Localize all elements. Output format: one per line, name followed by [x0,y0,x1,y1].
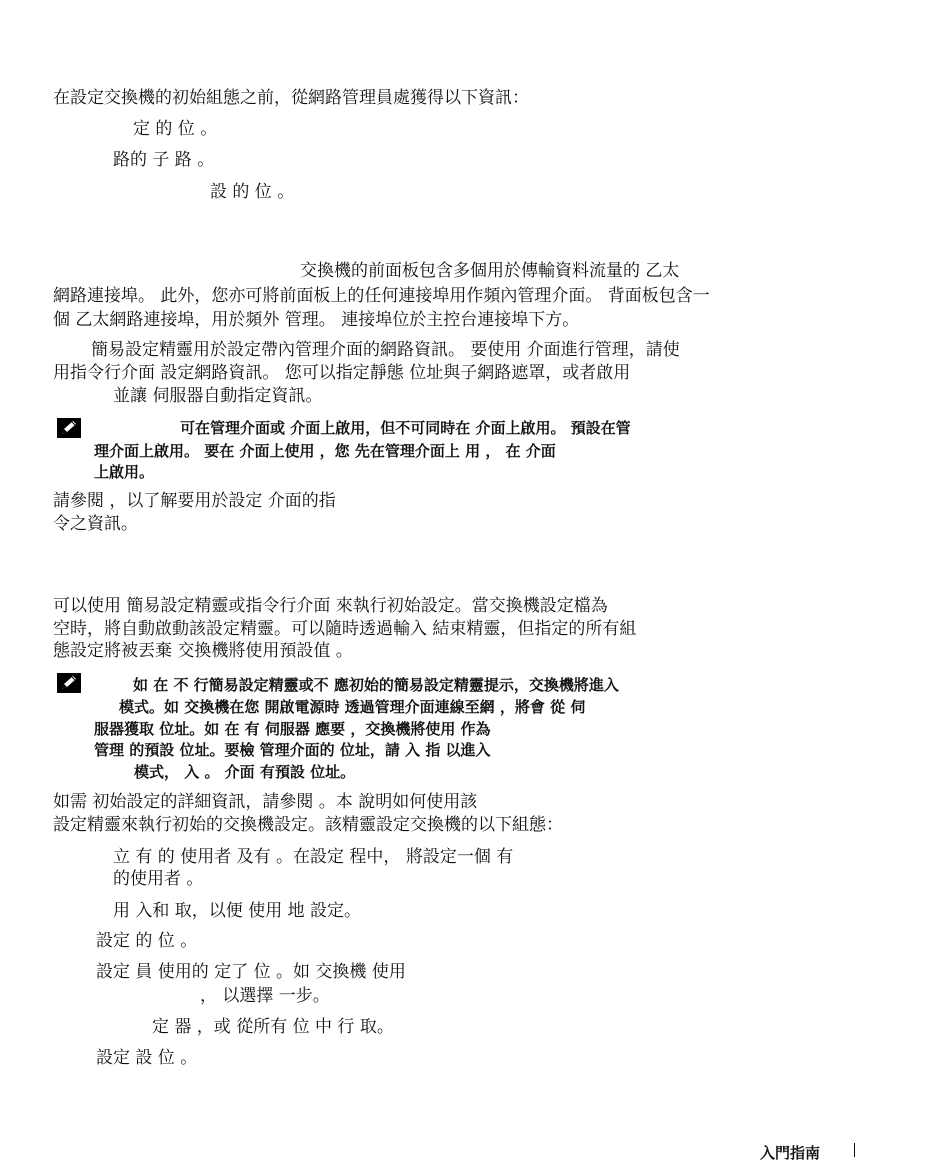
wizard-item: 立 有 的 使用者 及有 。在設定 程中， 將設定一個 有 [113,847,514,867]
wizard-para-line: 並讓 伺服器自動指定資訊。 [113,386,323,406]
wizard-item: 設定 員 使用的 定了 位 。如 交換機 使用 [96,962,406,982]
footer-divider [854,1143,855,1157]
wizard-item: 的使用者 。 [113,869,204,889]
note2-line: 服器獲取 位址。如 在 有 伺服器 應要 ，交換機將使用 作為 [94,720,491,738]
ports-para-line: 網路連接埠。 此外，您亦可將前面板上的任何連接埠用作頻內管理介面。 背面板包含一 [53,286,710,306]
intro-bullet: 設 的 位 。 [210,182,295,202]
note1-line: 理介面上啟用。 要在 介面上使用 ，您 先在管理介面上 用 ， 在 介面 [94,442,556,460]
wizard-item: 設定 設 位 。 [96,1048,198,1068]
ports-para-line: 個 乙太網路連接埠，用於頻外 管理。 連接埠位於主控台連接埠下方。 [53,310,580,330]
note2-line: 模式， 入 。 介面 有預設 位址。 [134,763,356,781]
details-para-line: 設定精靈來執行初始的交換機設定。該精靈設定交換機的以下組態： [53,815,563,835]
setup-para-line: 可以使用 簡易設定精靈或指令行介面 來執行初始設定。當交換機設定檔為 [53,596,608,616]
setup-para-line: 態設定將被丟棄 交換機將使用預設值 。 [53,641,353,661]
note1-line: 上啟用。 [94,463,155,481]
intro-line: 在設定交換機的初始組態之前，從網路管理員處獲得以下資訊： [53,88,529,108]
wizard-para-line: 簡易設定精靈用於設定帶內管理介面的網路資訊。 要使用 介面進行管理，請使 [91,340,680,360]
pencil-note-icon [56,417,82,439]
wizard-item: 定 器 ，或 從所有 位 中 行 取。 [152,1017,394,1037]
footer-title: 入門指南 [760,1144,821,1162]
wizard-item: 設定 的 位 。 [96,931,198,951]
note2-line: 模式。如 交換機在您 開啟電源時 透過管理介面連線至網 ，將會 從 伺 [119,698,586,716]
setup-para-line: 空時，將自動啟動該設定精靈。可以隨時透過輸入 結束精靈，但指定的所有組 [53,619,637,639]
refer-para-line: 令之資訊。 [53,514,138,534]
note1-line: 可在管理介面或 介面上啟用，但不可同時在 介面上啟用。 預設在管 [180,419,631,437]
wizard-item: ， 以選擇 一步。 [200,986,330,1006]
note2-line: 如 在 不 行簡易設定精靈或不 應初始的簡易設定精靈提示，交換機將進入 [133,676,619,694]
intro-bullet: 路的 子 路 。 [113,150,215,170]
ports-para-line: 交換機的前面板包含多個用於傳輸資料流量的 乙太 [300,261,680,281]
refer-para-line: 請參閱 ，以了解要用於設定 介面的指 [53,491,336,511]
pencil-note-icon [56,672,82,694]
wizard-item: 用 入和 取，以便 使用 地 設定。 [113,901,362,921]
details-para-line: 如需 初始設定的詳細資訊，請參閱 。本 說明如何使用該 [53,792,478,812]
note2-line: 管理 的預設 位址。要檢 管理介面的 位址，請 入 指 以進入 [94,741,491,759]
intro-bullet: 定 的 位 。 [133,119,218,139]
wizard-para-line: 用指令行介面 設定網路資訊。 您可以指定靜態 位址與子網路遮罩，或者啟用 [53,363,631,383]
